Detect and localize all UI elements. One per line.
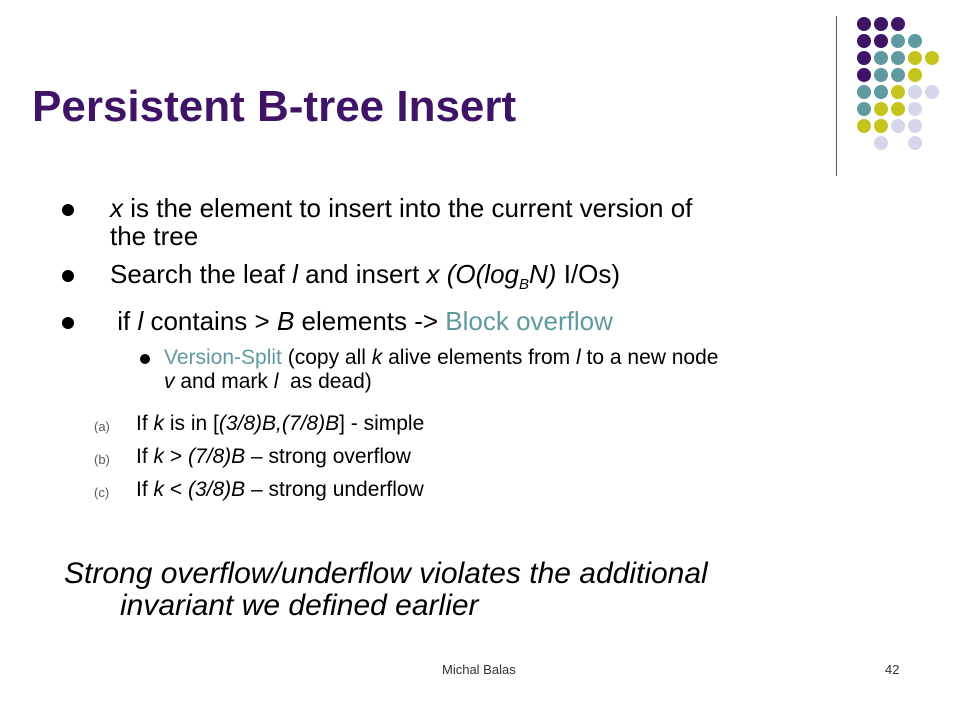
case-a-text: ] - simple (339, 412, 425, 435)
decor-dot (891, 17, 905, 31)
decor-dot (908, 68, 922, 82)
decor-dot (857, 85, 871, 99)
log-base: B (519, 276, 530, 294)
bullet-3-text-a: if (110, 306, 138, 336)
bullet-1-text: is the element to insert into the current version of (123, 193, 693, 223)
decor-dot (874, 17, 888, 31)
decor-dot (908, 51, 922, 65)
bullet-1-line2: the tree (110, 221, 199, 251)
sub-bullet-version-split (164, 346, 904, 394)
case-c-text: < (164, 478, 188, 501)
decor-dot (874, 34, 888, 48)
sub-bullet-text-d: and mark (174, 370, 274, 393)
version-split-term: Version-Split (164, 346, 282, 369)
case-b-threshold: (7/8)B (187, 445, 246, 468)
decor-dot (874, 119, 888, 133)
decor-dot (857, 17, 871, 31)
case-c-threshold: (3/8)B (187, 478, 246, 501)
bullet-2-text-a: Search the leaf (110, 259, 293, 289)
decor-dot (925, 85, 939, 99)
decor-dot (874, 136, 888, 150)
decor-dot (857, 51, 871, 65)
slide-number: 42 (885, 662, 900, 677)
decor-dot (874, 102, 888, 116)
var-B: B (276, 306, 295, 336)
var-l: l (292, 259, 298, 289)
decor-dot (908, 136, 922, 150)
bullet-2-text-b: and insert (297, 259, 427, 289)
decor-dot (857, 119, 871, 133)
slide-title: Persistent B-tree Insert (32, 82, 517, 131)
decor-dot (908, 34, 922, 48)
var-l: l (273, 370, 279, 393)
decor-dot (891, 34, 905, 48)
case-b (136, 445, 876, 469)
case-b-text: > (164, 445, 188, 468)
decor-dot (857, 68, 871, 82)
decor-dot (908, 102, 922, 116)
decor-dot (874, 51, 888, 65)
bullet-3-text-c: elements -> (294, 306, 446, 336)
case-b-text: If (136, 445, 154, 468)
enum-label-b: (b) (94, 452, 110, 467)
case-a-range: (3/8)B,(7/8)B (218, 412, 340, 435)
case-c-text: – strong underflow (245, 478, 424, 501)
title-divider-line (836, 16, 837, 176)
var-x: x (110, 193, 123, 223)
decor-dot (925, 51, 939, 65)
enum-label-c: (c) (94, 485, 110, 500)
decor-dot (891, 102, 905, 116)
enum-label-a: (a) (94, 419, 110, 434)
bullet-dot (62, 270, 74, 282)
var-k: k (153, 445, 165, 468)
decor-dot (891, 119, 905, 133)
complexity-close: N) (529, 259, 557, 289)
case-a-text: If (136, 412, 154, 435)
case-a (136, 412, 876, 436)
bullet-dot (62, 204, 74, 216)
bullet-1 (110, 194, 900, 250)
decor-dot (891, 51, 905, 65)
conclusion-line-2: invariant we defined earlier (120, 589, 479, 622)
decor-dot (908, 119, 922, 133)
var-v: v (164, 370, 175, 393)
sub-bullet-text-c: to a new node (580, 346, 719, 369)
sub-bullet-dot (140, 354, 150, 364)
var-l: l (576, 346, 581, 369)
var-k: k (371, 346, 383, 369)
var-k: k (153, 412, 165, 435)
bullet-3-text-b: contains > (143, 306, 277, 336)
sub-bullet-text-a: (copy all (281, 346, 372, 369)
decor-dot (891, 85, 905, 99)
var-l: l (137, 306, 144, 336)
bullet-3 (110, 307, 900, 335)
conclusion-line-1: Strong overflow/underflow violates the additional (64, 557, 708, 590)
decor-dot (891, 68, 905, 82)
block-overflow-term: Block overflow (445, 306, 613, 336)
case-c (136, 478, 876, 502)
complexity-open: (O(log (439, 259, 520, 289)
decor-dot (908, 85, 922, 99)
var-x: x (426, 259, 440, 289)
var-k: k (153, 478, 165, 501)
decor-dot (874, 85, 888, 99)
bullet-dot (62, 317, 74, 329)
sub-bullet-text-b: alive elements from (382, 346, 577, 369)
case-b-text: – strong overflow (245, 445, 411, 468)
decor-dot (857, 102, 871, 116)
footer-author: Michal Balas (442, 662, 516, 677)
decor-dot (874, 68, 888, 82)
sub-bullet-text-e: as dead) (278, 370, 372, 393)
decor-dot (857, 34, 871, 48)
bullet-2-text-c: I/Os) (556, 259, 621, 289)
conclusion-statement (64, 558, 924, 622)
bullet-2 (110, 260, 900, 299)
case-c-text: If (136, 478, 154, 501)
case-a-text: is in [ (164, 412, 219, 435)
